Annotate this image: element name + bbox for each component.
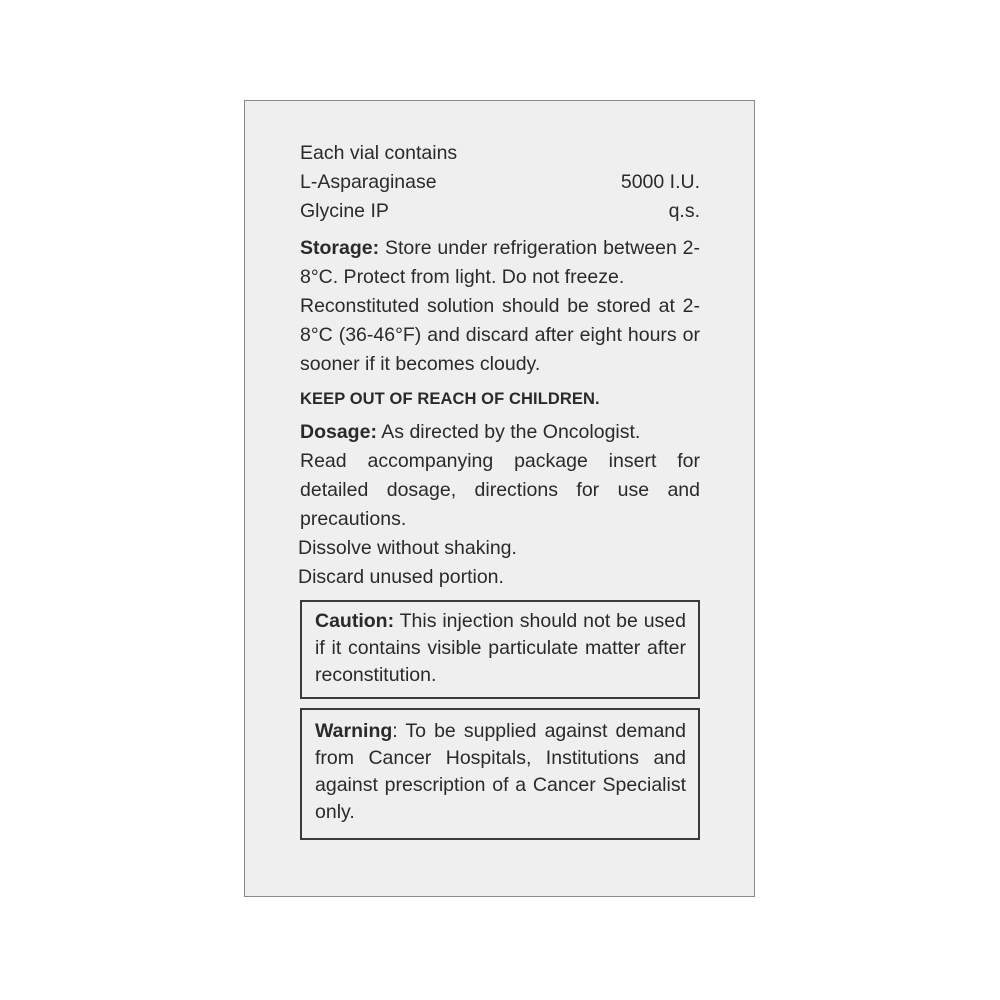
dosage-label: Dosage: [300, 421, 377, 443]
ingredient-amount: 5000 I.U. [620, 171, 700, 193]
storage-text: Store under refrigeration between 2-8°C. Protect from light. Do not freeze. [300, 237, 700, 288]
package-insert-text: Read accompanying package insert for detailed dosage, directions for use and precautions. [300, 450, 700, 530]
ingredient-row [300, 168, 700, 197]
ingredient-name: Glycine IP [300, 200, 389, 222]
caution-text: This injection should not be used if it contains visible particulate matter after reconstitution. [315, 610, 686, 686]
caution-box [300, 600, 700, 699]
composition-heading: Each vial contains [300, 142, 458, 164]
ingredient-name: L-Asparaginase [300, 171, 437, 193]
storage-section [300, 234, 700, 292]
reconstituted-storage-text: Reconstituted solution should be stored at 2-8°C (36-46°F) and discard after eight hours or sooner if it becomes cloudy. [300, 295, 700, 375]
keep-out-warning: KEEP OUT OF REACH OF CHILDREN. [300, 390, 600, 408]
ingredient-amount: q.s. [668, 200, 700, 222]
dosage-section [300, 418, 700, 447]
caution-label: Caution: [315, 610, 395, 632]
ingredient-row [300, 197, 700, 226]
warning-text: : To be supplied against demand from Cancer Hospitals, Institutions and against prescription of a Cancer Specialist only. [315, 720, 686, 823]
dosage-text: As directed by the Oncologist. [376, 421, 641, 443]
dissolve-instruction: Dissolve without shaking. [298, 537, 517, 559]
discard-instruction: Discard unused portion. [298, 566, 504, 588]
label-panel [244, 100, 755, 897]
warning-label: Warning [315, 720, 393, 742]
storage-label: Storage: [300, 237, 380, 259]
label-content [300, 139, 700, 840]
warning-box [300, 708, 700, 840]
